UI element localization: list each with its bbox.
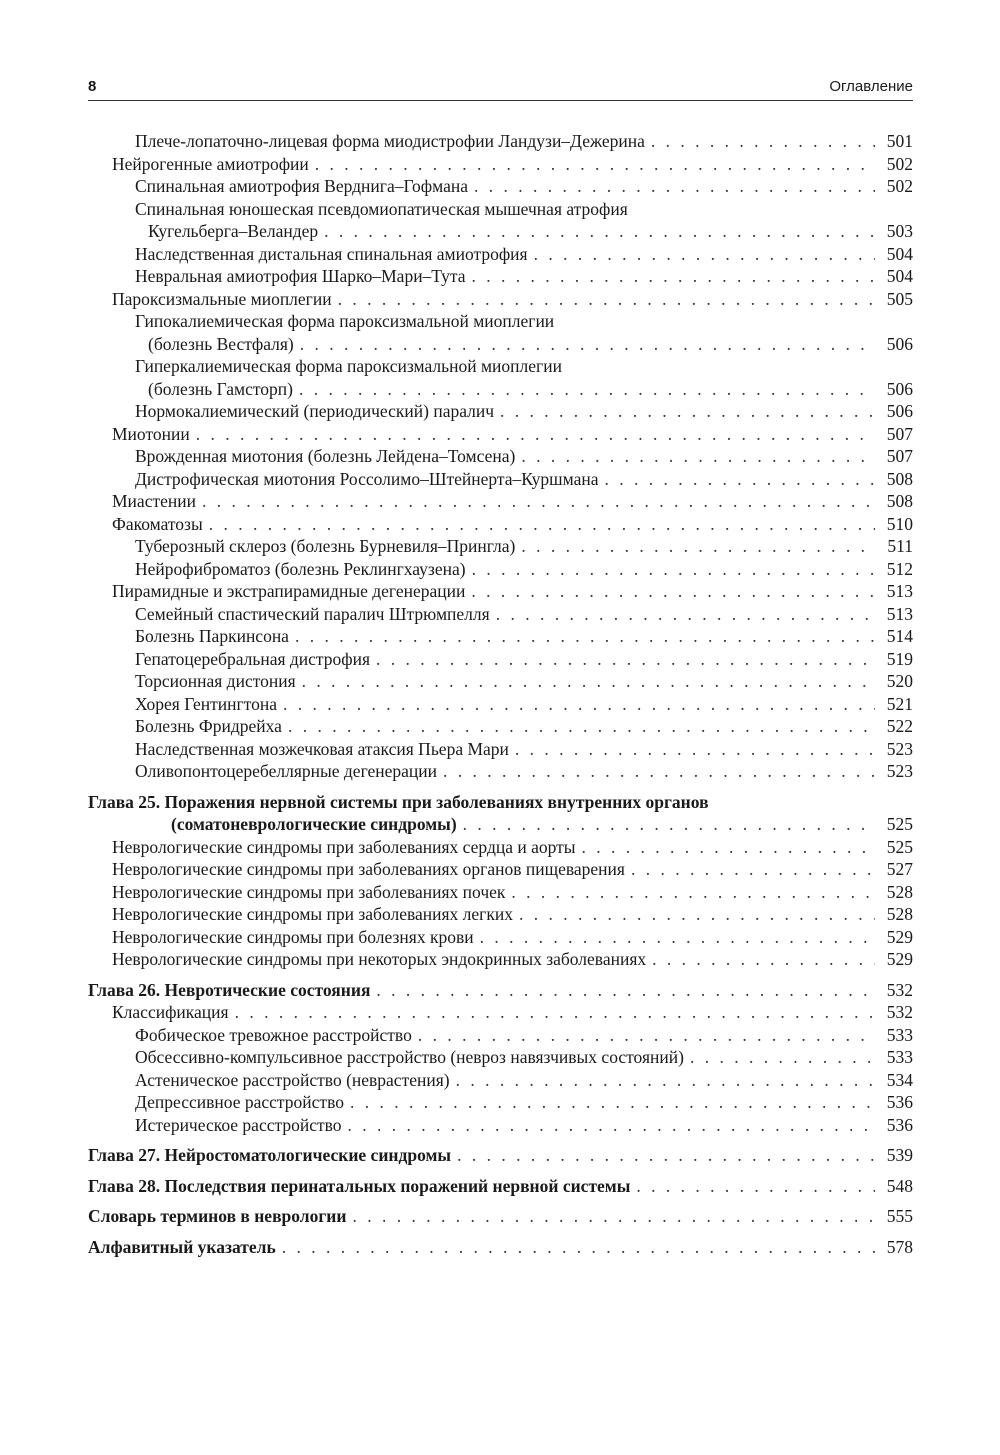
toc-entry-title: Миастении xyxy=(112,491,196,511)
toc-entry[interactable] xyxy=(88,288,913,311)
toc-entry-line xyxy=(88,1175,913,1198)
toc-entry-line xyxy=(112,836,913,859)
dot-leader xyxy=(315,153,875,176)
toc-entry[interactable] xyxy=(88,355,913,400)
dot-leader xyxy=(283,693,875,716)
toc-entry-line xyxy=(88,813,913,836)
toc-entry[interactable] xyxy=(88,243,913,266)
toc-page-number: 521 xyxy=(886,693,913,714)
toc-page-number: 529 xyxy=(886,926,913,947)
toc-entry-title: Торсионная дистония xyxy=(135,671,296,691)
toc-entry-title: Неврологические синдромы при заболеваниях легких xyxy=(112,904,513,924)
dot-leader xyxy=(282,1236,875,1259)
dot-leader xyxy=(582,836,875,859)
toc-page-number: 504 xyxy=(886,266,913,286)
toc-page-number: 548 xyxy=(886,1175,913,1196)
toc-entry-line xyxy=(112,858,913,881)
toc-entry-line xyxy=(88,1205,913,1228)
dot-leader xyxy=(376,979,875,1002)
toc-chapter[interactable] xyxy=(88,1175,913,1198)
toc-entry-line xyxy=(112,513,913,536)
toc-entry-title: Наследственная мозжечковая атаксия Пьера Мари xyxy=(135,738,509,759)
toc-entry-line xyxy=(135,670,913,693)
toc-entry-line xyxy=(135,648,913,671)
toc-entry-title: Спинальная амиотрофия Верднига–Гофмана xyxy=(135,176,468,196)
toc-entry-title: Врожденная миотония (болезнь Лейдена–Томсена) xyxy=(135,446,516,466)
toc-entry[interactable] xyxy=(88,1091,913,1114)
toc-entry-line xyxy=(135,175,913,198)
dot-leader xyxy=(604,468,875,491)
toc-entry-line xyxy=(112,490,913,513)
dot-leader xyxy=(474,175,875,198)
toc-page-number: 504 xyxy=(886,243,913,264)
toc-entry[interactable] xyxy=(88,310,913,355)
toc-entry[interactable] xyxy=(88,858,913,881)
toc-entry-title-first-line: Гипокалиемическая форма пароксизмальной миоплегии xyxy=(135,311,555,331)
toc-entry-title: Наследственная дистальная спинальная амиотрофия xyxy=(135,243,528,264)
toc-page-number: 505 xyxy=(886,288,913,309)
toc-chapter[interactable] xyxy=(88,1205,913,1228)
dot-leader xyxy=(457,1144,875,1167)
dot-leader xyxy=(636,1175,875,1198)
toc-page-number: 523 xyxy=(886,738,913,759)
running-title: Оглавление xyxy=(829,78,913,95)
toc-entry-title: Хорея Гентингтона xyxy=(135,693,277,714)
toc-page-number: 514 xyxy=(886,626,913,646)
toc-entry[interactable] xyxy=(88,760,913,783)
toc-page-number: 506 xyxy=(886,333,913,354)
toc-entry-line xyxy=(135,738,913,761)
dot-leader xyxy=(418,1024,875,1047)
dot-leader xyxy=(652,948,875,971)
toc-entry-title: (болезнь Гамсторп) xyxy=(148,378,293,399)
toc-entry[interactable] xyxy=(88,580,913,603)
toc-page-number: 508 xyxy=(886,468,913,489)
toc-entry[interactable] xyxy=(88,1114,913,1137)
toc-entry-title: Глава 28. Последствия перинатальных поражений нервной системы xyxy=(88,1175,631,1196)
toc-page-number: 536 xyxy=(886,1114,913,1135)
toc-entry-title: (болезнь Вестфаля) xyxy=(148,333,294,354)
toc-entry-title: Алфавитный указатель xyxy=(88,1236,276,1257)
toc-page-number: 525 xyxy=(886,836,913,857)
toc-page-number: 578 xyxy=(886,1236,913,1257)
toc-entry[interactable] xyxy=(88,603,913,626)
toc-entry-line xyxy=(135,468,913,491)
toc-entry[interactable] xyxy=(88,648,913,671)
toc-entry[interactable] xyxy=(88,836,913,859)
toc-entry-line xyxy=(112,926,913,949)
toc-page-number: 536 xyxy=(886,1092,913,1112)
toc-entry[interactable] xyxy=(88,468,913,491)
toc-page-number: 507 xyxy=(886,446,913,466)
toc-entry-title: Обсессивно-компульсивное расстройство (невроз навязчивых состояний) xyxy=(135,1047,684,1067)
toc-entry-title-first-line: Глава 25. Поражения нервной системы при заболеваниях внутренних органов xyxy=(88,791,709,812)
toc-entry-title: Пароксизмальные миоплегии xyxy=(112,288,332,309)
dot-leader xyxy=(456,1069,875,1092)
toc-entry[interactable] xyxy=(88,670,913,693)
toc-page-number: 506 xyxy=(886,378,913,399)
dot-leader xyxy=(348,1114,875,1137)
dot-leader xyxy=(288,715,875,738)
toc-page-number: 529 xyxy=(886,949,913,969)
toc-entry-line xyxy=(135,1046,913,1069)
toc-entry-title: Невральная амиотрофия Шарко–Мари–Тута xyxy=(135,266,466,286)
toc-entry-title-first-line: Спинальная юношеская псевдомиопатическая мышечная атрофия xyxy=(135,198,628,219)
toc-entry-title: Гепатоцеребральная дистрофия xyxy=(135,648,371,669)
dot-leader xyxy=(209,513,875,536)
toc-entry-line xyxy=(112,948,913,971)
dot-leader xyxy=(500,400,875,423)
toc-entry-title: Факоматозы xyxy=(112,513,203,534)
toc-entry-title: Пирамидные и экстрапирамидные дегенерации xyxy=(112,581,466,601)
toc-entry-line xyxy=(135,603,913,626)
dot-leader xyxy=(480,926,875,949)
toc-entry-title: Глава 26. Невротические состояния xyxy=(88,979,371,1000)
toc-chapter[interactable] xyxy=(88,979,913,1002)
toc-entry-title: Неврологические синдромы при болезнях крови xyxy=(112,926,474,947)
toc-page-number: 539 xyxy=(886,1145,913,1165)
toc-entry[interactable] xyxy=(88,400,913,423)
toc-entry-line xyxy=(88,1144,913,1167)
dot-leader xyxy=(690,1046,875,1069)
dot-leader xyxy=(324,220,875,243)
toc-entry-line xyxy=(112,288,913,311)
toc-chapter[interactable] xyxy=(88,1144,913,1167)
toc-entry[interactable] xyxy=(88,513,913,536)
toc-page-number: 502 xyxy=(886,176,913,196)
dot-leader xyxy=(515,738,875,761)
toc-entry[interactable] xyxy=(88,490,913,513)
toc-chapter[interactable] xyxy=(88,791,913,836)
toc-entry-line xyxy=(135,1091,913,1114)
toc-page-number: 533 xyxy=(886,1047,913,1067)
toc-page-number: 513 xyxy=(886,603,913,624)
toc-entry-line xyxy=(135,693,913,716)
toc-entry-title: Неврологические синдромы при заболеваниях почек xyxy=(112,881,506,902)
toc-entry-title: Классификация xyxy=(112,1002,229,1022)
toc-entry-title: Кугельберга–Веландер xyxy=(148,221,319,241)
toc-entry-title: Депрессивное расстройство xyxy=(135,1092,344,1112)
toc-entry-title: Семейный спастический паралич Штрюмпелля xyxy=(135,603,490,624)
toc-page-number: 525 xyxy=(886,814,913,834)
toc-entry-line xyxy=(135,1024,913,1047)
toc-entry[interactable] xyxy=(88,1024,913,1047)
toc-entry[interactable] xyxy=(88,715,913,738)
toc-entry-line xyxy=(135,265,913,288)
toc-entry-title: Туберозный склероз (болезнь Бурневиля–Прингла) xyxy=(135,536,516,556)
toc-page-number: 520 xyxy=(886,671,913,691)
toc-entry-title: Нормокалиемический (периодический) паралич xyxy=(135,401,495,421)
toc-entry-line xyxy=(135,625,913,648)
toc-entry-line xyxy=(112,881,913,904)
toc-entry-line xyxy=(112,423,913,446)
toc-page-number: 527 xyxy=(886,859,913,879)
dot-leader xyxy=(521,445,875,468)
toc-page-number: 502 xyxy=(886,153,913,174)
toc-entry-title: Фобическое тревожное расстройство xyxy=(135,1024,412,1045)
dot-leader xyxy=(511,881,875,904)
toc-page-number: 511 xyxy=(887,536,913,556)
dot-leader xyxy=(471,580,875,603)
toc-entry-title: Истерическое расстройство xyxy=(135,1114,342,1135)
toc-entry-line xyxy=(135,130,913,153)
toc-entry[interactable] xyxy=(88,738,913,761)
toc-entry[interactable] xyxy=(88,1001,913,1024)
toc-chapter[interactable] xyxy=(88,1236,913,1259)
page-header xyxy=(88,72,913,100)
toc-page-number: 532 xyxy=(886,979,913,1000)
toc-entry[interactable] xyxy=(88,903,913,926)
toc-entry-title: Миотонии xyxy=(112,423,190,444)
toc-page-number: 501 xyxy=(886,131,913,151)
toc-entry-line xyxy=(112,903,913,926)
toc-entry-title: Словарь терминов в неврологии xyxy=(88,1206,347,1226)
toc-entry[interactable] xyxy=(88,535,913,558)
toc-entry-title: Дистрофическая миотония Россолимо–Штейнерта–Куршмана xyxy=(135,468,599,489)
dot-leader xyxy=(631,858,875,881)
toc-entry-line xyxy=(135,535,913,558)
toc-page-number: 528 xyxy=(886,881,913,902)
toc-entry[interactable] xyxy=(88,558,913,581)
toc-entry-line xyxy=(135,1114,913,1137)
toc-entry-line xyxy=(135,1069,913,1092)
page-number: 8 xyxy=(88,78,97,95)
toc-entry-line xyxy=(135,558,913,581)
dot-leader xyxy=(338,288,875,311)
toc-page-number: 508 xyxy=(886,491,913,511)
toc-entry[interactable] xyxy=(88,153,913,176)
toc-entry-line xyxy=(135,243,913,266)
header-rule xyxy=(88,100,913,101)
dot-leader xyxy=(295,625,875,648)
toc-page-number: 528 xyxy=(886,904,913,924)
toc-entry-line xyxy=(135,333,913,356)
toc-entry[interactable] xyxy=(88,1046,913,1069)
toc-entry-title: (соматоневрологические синдромы) xyxy=(171,814,457,834)
dot-leader xyxy=(302,670,875,693)
toc-page-number: 519 xyxy=(886,648,913,669)
toc-page-number: 507 xyxy=(886,423,913,444)
toc-entry[interactable] xyxy=(88,445,913,468)
toc-entry-title: Плече-лопаточно-лицевая форма миодистрофии Ландузи–Дежерина xyxy=(135,131,645,151)
toc-entry-title: Нейрофиброматоз (болезнь Реклингхаузена) xyxy=(135,558,466,579)
toc-page-number: 512 xyxy=(886,558,913,579)
toc-entry-title: Неврологические синдромы при заболеваниях сердца и аорты xyxy=(112,836,576,857)
toc-entry-line xyxy=(112,580,913,603)
dot-leader xyxy=(299,378,875,401)
toc-entry-title: Глава 27. Нейростоматологические синдромы xyxy=(88,1145,452,1165)
dot-leader xyxy=(534,243,875,266)
toc-entry-title-first-line: Гиперкалиемическая форма пароксизмальной миоплегии xyxy=(135,356,562,376)
toc-entry-line xyxy=(88,979,913,1002)
toc-entry[interactable] xyxy=(88,948,913,971)
toc-page-number: 503 xyxy=(886,221,913,241)
toc-entry-title: Астеническое расстройство (неврастения) xyxy=(135,1069,450,1090)
toc-entry-line xyxy=(135,220,913,243)
toc-entry[interactable] xyxy=(88,1069,913,1092)
dot-leader xyxy=(496,603,875,626)
toc-page-number: 532 xyxy=(886,1002,913,1022)
toc-entry-line xyxy=(112,153,913,176)
toc-entry[interactable] xyxy=(88,175,913,198)
toc-entry[interactable] xyxy=(88,625,913,648)
dot-leader xyxy=(463,813,875,836)
toc-entry[interactable] xyxy=(88,130,913,153)
toc-entry-line xyxy=(135,400,913,423)
toc-entry-line xyxy=(88,1236,913,1259)
toc-entry-title: Болезнь Паркинсона xyxy=(135,626,289,646)
dot-leader xyxy=(352,1205,875,1228)
dot-leader xyxy=(300,333,875,356)
toc-entry-title: Болезнь Фридрейха xyxy=(135,716,282,736)
toc-page-number: 523 xyxy=(886,761,913,781)
dot-leader xyxy=(519,903,875,926)
dot-leader xyxy=(521,535,875,558)
dot-leader xyxy=(472,558,875,581)
toc-page-number: 522 xyxy=(886,716,913,736)
toc-entry-line xyxy=(135,715,913,738)
toc-page-number: 510 xyxy=(886,513,913,534)
toc-entry-title: Неврологические синдромы при некоторых эндокринных заболеваниях xyxy=(112,949,647,969)
dot-leader xyxy=(443,760,875,783)
toc-entry[interactable] xyxy=(88,198,913,243)
toc-page-number: 534 xyxy=(886,1069,913,1090)
toc-entry-line xyxy=(135,760,913,783)
toc-entry-title: Оливопонтоцеребеллярные дегенерации xyxy=(135,761,438,781)
dot-leader xyxy=(202,490,875,513)
toc-entry[interactable] xyxy=(88,423,913,446)
toc-entry[interactable] xyxy=(88,881,913,904)
toc-page-number: 506 xyxy=(886,401,913,421)
dot-leader xyxy=(350,1091,875,1114)
toc-entry[interactable] xyxy=(88,265,913,288)
dot-leader xyxy=(651,130,875,153)
toc-entry[interactable] xyxy=(88,693,913,716)
toc-entry-line xyxy=(112,1001,913,1024)
dot-leader xyxy=(472,265,875,288)
table-of-contents xyxy=(88,130,913,1258)
dot-leader xyxy=(235,1001,875,1024)
dot-leader xyxy=(376,648,875,671)
toc-entry-title: Неврологические синдромы при заболеваниях органов пищеварения xyxy=(112,859,625,879)
toc-page-number: 533 xyxy=(886,1024,913,1045)
toc-page-number: 555 xyxy=(886,1206,913,1226)
toc-entry[interactable] xyxy=(88,926,913,949)
dot-leader xyxy=(196,423,875,446)
toc-entry-title: Нейрогенные амиотрофии xyxy=(112,153,309,174)
toc-entry-line xyxy=(135,378,913,401)
toc-entry-line xyxy=(135,445,913,468)
toc-page-number: 513 xyxy=(886,581,913,601)
